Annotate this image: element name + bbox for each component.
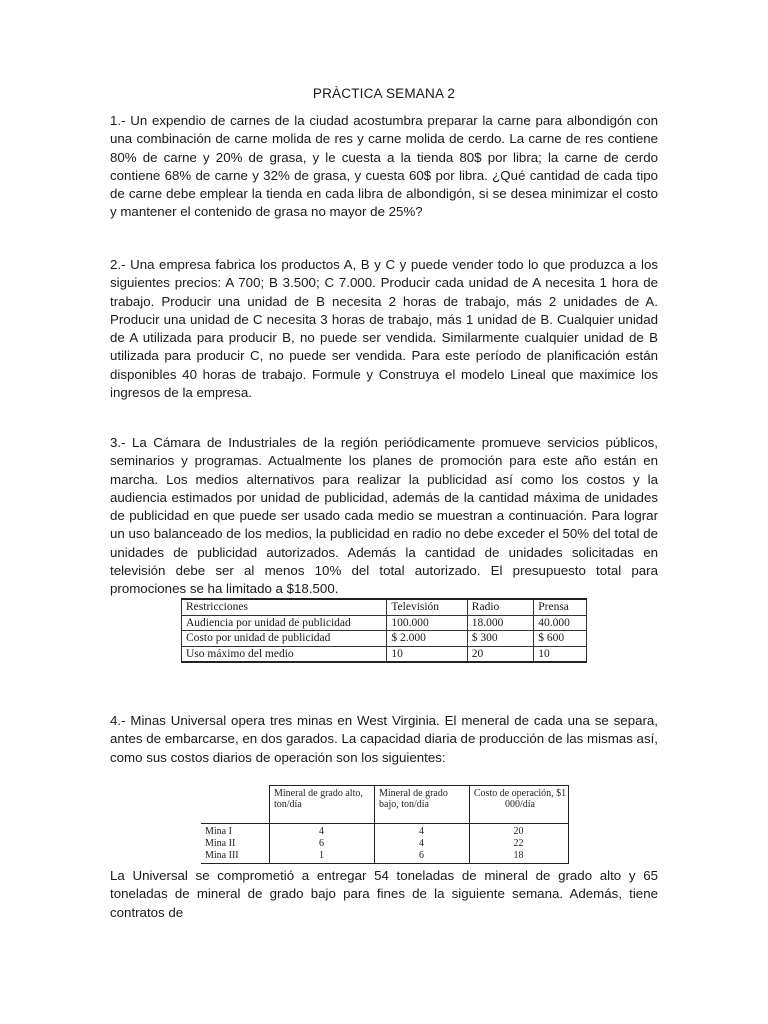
page-title: PRÀCTICA SEMANA 2 [312,86,456,101]
table-header: Costo de operación, $1 000/día [473,788,567,810]
table-cell: Prensa [534,599,587,615]
table-cell: 20 [513,826,524,837]
table-cell: 20 [467,646,533,662]
problem-1-text: 1.- Un expendio de carnes de la ciudad acostumbra preparar la carne para albondigón con una combinación de carne molida de res y carne molida de cerdo. La carne de res contiene 80% de carne y 20% de grasa, y le cuesta a la tienda 80$ por libra; la carne de cerdo contiene 68% de carne y 32% de grasa, y cuesta 60$ por libra. ¿Qué cantidad de cada tipo de carne debe emplear la tienda en cada libra de albondigón, si se desea minimizar el costo y mantener el contenido de grasa no mayor de 25%? [110,113,658,220]
row-label: Mina I [205,826,232,837]
table-cell: 40.000 [534,615,587,631]
table-cell: 18 [513,850,524,861]
problem-4-continuation-text: La Universal se comprometió a entregar 54 toneladas de mineral de grado alto y 65 toneladas de mineral de grado bajo para fines de la siguiente semana. Además, tiene contratos de [110,868,658,920]
table-cell: 4 [319,826,324,837]
problem-3-text: 3.- La Cámara de Industriales de la región periódicamente promueve servicios públicos, seminarios y programas. Actualmente los planes de promoción para este año están en marcha. Los medios alternativos para realizar la publicidad así como los costos y la audiencia estimados por unidad de publicidad, además de la cantidad máxima de unidades de publicidad en que puede ser usado cada medio se muestran a continuación. Para lograr un uso balanceado de los medios, la publicidad en radio no debe exceder el 50% del total de unidades de publicidad autorizados. Además la cantidad de unidades solicitadas en televisión debe ser al menos 10% del total autorizado. El presupuesto total para promociones se ha limitado a $18.500. [110,435,658,597]
table-cell: Costo por unidad de publicidad [182,631,387,647]
table-row [182,615,587,631]
table-cell: Televisión [387,599,467,615]
table-row [182,599,587,615]
table-cell: 18.000 [467,615,533,631]
mines-table [201,785,569,865]
problem-4-text: 4.- Minas Universal opera tres minas en West Virginia. El meneral de cada una se separa, antes de embarcarse, en dos garados. La capacidad diaria de producción de las mismas así, como sus costos diarios de operación son los siguientes: [110,713,658,765]
table-cell: 6 [319,838,324,849]
table-rule [568,785,569,863]
table-cell: 22 [513,838,524,849]
table-cell: 4 [419,826,424,837]
row-label: Mina III [205,850,239,861]
table-header: Mineral de grado bajo, ton/día [379,788,448,810]
table-header: Mineral de grado alto, ton/día [274,788,363,810]
advertising-table [181,598,587,663]
table-cell: 10 [387,646,467,662]
table-cell: Audiencia por unidad de publicidad [182,615,387,631]
table-cell: 1 [319,850,324,861]
table-cell: $ 2.000 [387,631,467,647]
row-label: Mina II [205,838,236,849]
table-row [182,646,587,662]
table-cell: 10 [534,646,587,662]
table-cell: 6 [419,850,424,861]
table-cell: Radio [467,599,533,615]
table-cell: Restricciones [182,599,387,615]
table-cell: 4 [419,838,424,849]
table-cell: Uso máximo del medio [182,646,387,662]
table-row [182,631,587,647]
table-cell: $ 600 [534,631,587,647]
table-cell: 100.000 [387,615,467,631]
table-rule [269,785,569,786]
table-cell: $ 300 [467,631,533,647]
table-rule [201,863,569,864]
problem-2-text: 2.- Una empresa fabrica los productos A, B y C y puede vender todo lo que produzca a los siguientes precios: A 700; B 3.500; C 7.000. Producir cada unidad de A necesita 1 hora de trabajo. Producir una unidad de B necesita 2 horas de trabajo, más 2 unidades de A. Producir una unidad de C necesita 3 horas de trabajo, más 1 unidad de B. Cualquier unidad de A utilizada para producir B, no puede ser vendida. Similarmente cualquier unidad de B utilizada para producir C, no puede ser vendida. Para este período de planificación están disponibles 40 horas de trabajo. Formule y Construya el modelo Lineal que maximice los ingresos de la empresa. [110,257,658,401]
table-rule [201,823,569,824]
